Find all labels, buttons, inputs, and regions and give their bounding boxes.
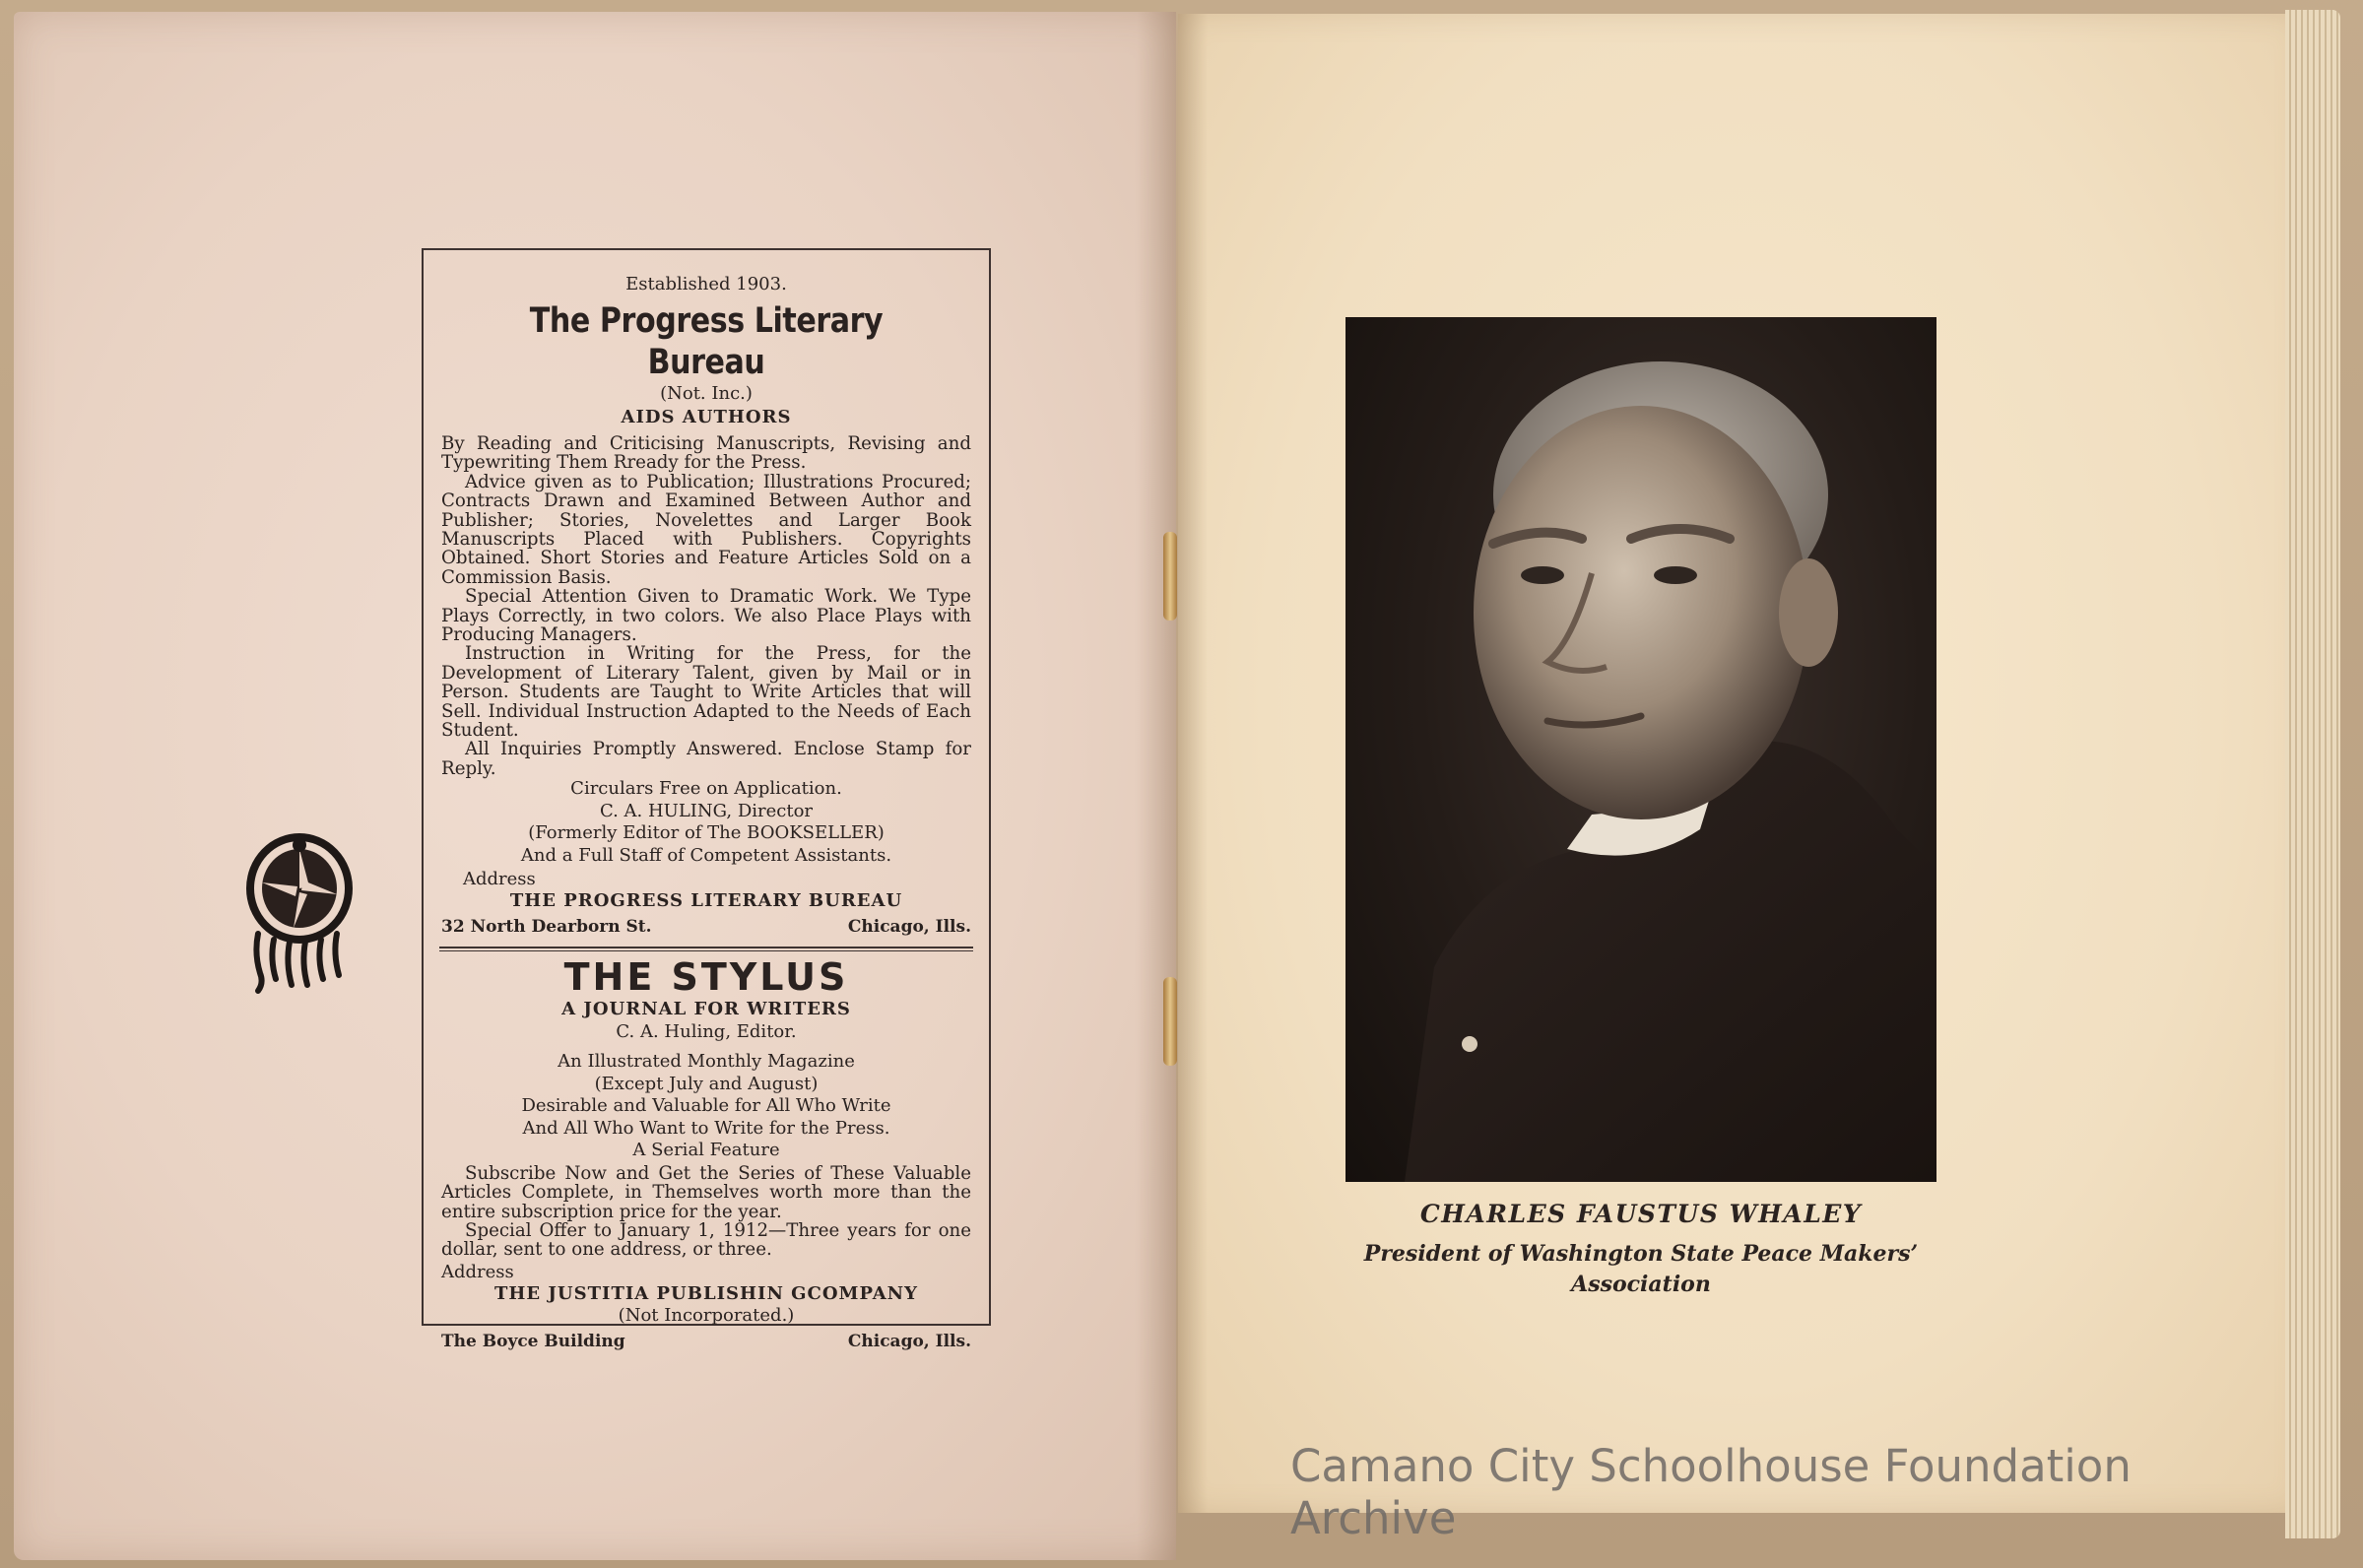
stylus-paragraph: Special Offer to January 1, 1912—Three years for one dollar, sent to one address, or three. [441, 1220, 971, 1261]
bureau-tagline: AIDS AUTHORS [621, 406, 792, 427]
bureau-paragraph: All Inquiries Promptly Answered. Enclose Stamp for Reply. [441, 739, 971, 779]
staff-line: And a Full Staff of Competent Assistants. [520, 844, 892, 866]
stylus-subtitle: A JOURNAL FOR WRITERS [561, 999, 851, 1020]
stylus-city: Chicago, Ills. [847, 1331, 971, 1351]
stylus-body [441, 1164, 971, 1260]
bureau-body [441, 434, 971, 778]
bureau-address-name: THE PROGRESS LITERARY BUREAU [509, 890, 903, 912]
stylus-line: A Serial Feature [632, 1140, 780, 1161]
stylus-line: (Except July and August) [594, 1073, 819, 1094]
stylus-line: And All Who Want to Write for the Press. [522, 1117, 890, 1139]
stylus-address-row [441, 1332, 971, 1351]
bureau-paragraph: By Reading and Criticising Manuscripts, Revising and Typewriting Them Rready for the Press. [441, 432, 971, 474]
bureau-address-label: Address [463, 869, 536, 890]
bureau-title: The Progress Literary Bureau [529, 301, 884, 382]
bureau-address-row [441, 917, 971, 937]
staple-bottom [1163, 977, 1177, 1066]
section-divider [439, 947, 973, 951]
caption-title-line: President of Washington State Peace Makers’ [1363, 1241, 1919, 1267]
portrait-caption-title [1320, 1239, 1962, 1300]
established-line: Established 1903. [625, 274, 787, 294]
director-line: C. A. HULING, Director [599, 800, 814, 821]
bureau-paragraph: Special Attention Given to Dramatic Work. We Type Plays Correctly, in two colors. We also Place Plays with Producing Managers. [441, 586, 971, 645]
stylus-paragraph: Subscribe Now and Get the Series of These Valuable Articles Complete, in Themselves worth more than the entire subscription price for the year. [441, 1162, 971, 1222]
stylus-incorporation: (Not Incorporated.) [618, 1305, 795, 1327]
stylus-line: An Illustrated Monthly Magazine [558, 1051, 855, 1073]
page-edges [2285, 10, 2340, 1538]
stylus-publisher: THE JUSTITIA PUBLISHIN GCOMPANY [494, 1282, 918, 1304]
staple-top [1163, 532, 1177, 621]
stylus-editor: C. A. Huling, Editor. [616, 1020, 797, 1042]
archive-watermark: Camano City Schoolhouse Foundation Archive [1290, 1440, 2132, 1544]
bureau-city: Chicago, Ills. [847, 916, 971, 937]
caption-title-line: Association [1571, 1272, 1711, 1297]
stylus-building: The Boyce Building [441, 1331, 625, 1351]
advertisement-box [422, 248, 991, 1351]
bureau-incorporation: (Not. Inc.) [660, 383, 753, 404]
bureau-street: 32 North Dearborn St. [441, 916, 652, 937]
stylus-line: Desirable and Valuable for All Who Write [521, 1095, 891, 1117]
shield-emblem-icon [244, 825, 355, 995]
former-editor-line: (Formerly Editor of The BOOKSELLER) [528, 822, 885, 844]
stylus-lines [441, 1051, 971, 1162]
portrait-illustration [1346, 317, 1936, 1182]
portrait-photo [1346, 317, 1936, 1182]
bureau-paragraph: Advice given as to Publication; Illustrations Procured; Contracts Drawn and Examined Between Author and Publisher; Stories, Novelettes and Larger Book Manuscripts Placed with Publishers. Copyrights Obtained. Short Stories and Feature Articles Sold on a Commission Basis. [441, 471, 971, 588]
bureau-paragraph: Instruction in Writing for the Press, for the Development of Literary Talent, given by Mail or in Person. Students are Taught to Write Articles that will Sell. Individual Instruction Adapted to the Needs of Each Student. [441, 643, 971, 741]
portrait-caption-name: CHARLES FAUSTUS WHALEY [1419, 1200, 1863, 1228]
stylus-address-label: Address [441, 1261, 514, 1282]
stylus-title: THE STYLUS [563, 954, 849, 999]
circulars-line: Circulars Free on Application. [570, 778, 842, 800]
